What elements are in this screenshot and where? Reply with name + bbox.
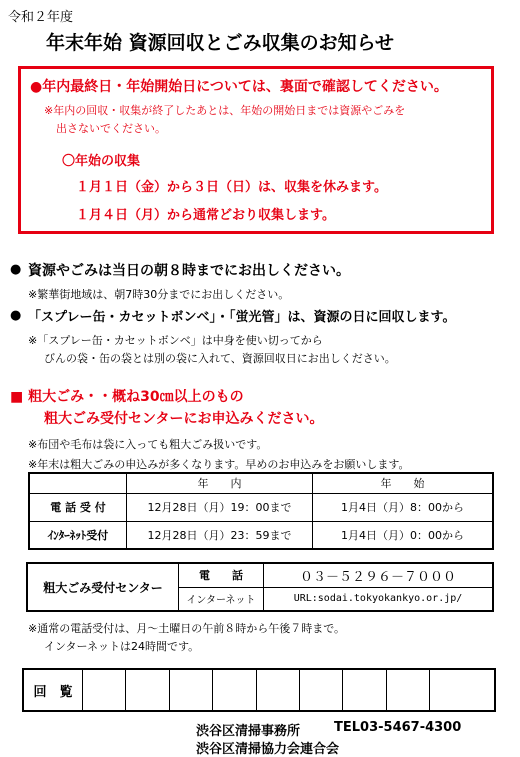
footer-office: 渋谷区清掃事務所 (196, 724, 301, 739)
hours-line2: インターネットは24時間です。 (44, 640, 200, 653)
footer-association: 渋谷区清掃協力会連合会 (196, 742, 340, 757)
hours-line1: ※通常の電話受付は、月～土曜日の午前８時から午後７時まで。 (28, 622, 345, 635)
new-year-line2: １月４日（月）から通常どおり収集します。 (76, 208, 335, 223)
col-year-end: 年 内 (127, 473, 313, 493)
notice-note-line2: 出さないでください。 (56, 122, 166, 135)
rule2-note2: びんの袋・缶の袋とは別の袋に入れて、資源回収日にお出しください。 (44, 352, 396, 365)
center-name: 粗大ごみ受付センター (27, 563, 179, 611)
era-label: 令和２年度 (8, 10, 74, 25)
phone-number: ０３－５２９６－７０００ (264, 563, 494, 587)
bullet-icon: ● (10, 308, 22, 323)
bulky-heading2: 粗大ごみ受付センターにお申込みください。 (44, 411, 324, 427)
bulky-heading1: ■ 粗大ごみ・・概ね30㎝以上のもの (10, 389, 244, 405)
center-table (26, 562, 494, 612)
rule2: 「スプレー缶・カセットボンベ」・「蛍光管」は、資源の日に回収します。 (28, 310, 456, 325)
footer-tel: TEL03-5467-4300 (334, 720, 462, 735)
circulation-label: 回 覧 (23, 669, 83, 711)
center-url[interactable]: URL:sodai.tokyokankyo.or.jp/ (264, 587, 494, 611)
internet-label: インターネット (179, 587, 264, 611)
notice-headline: ●年内最終日・年始開始日については、裏面で確認してください。 (30, 79, 448, 95)
col-new-year: 年 始 (313, 473, 494, 493)
table-row: 電 話 受 付 12月28日（月）19：00まで 1月4日（月）8：00から (29, 493, 493, 521)
rule1-note: ※繁華街地域は、朝7時30分までにお出しください。 (28, 288, 290, 301)
circulation-table (22, 668, 496, 712)
bulky-note2: ※年末は粗大ごみの申込みが多くなります。早めのお申込みをお願いします。 (28, 458, 410, 471)
rule2-note1: ※「スプレー缶・カセットボンベ」は中身を使い切ってから (28, 334, 323, 347)
notice-note-line1: ※年内の回収・収集が終了したあとは、年始の開始日までは資源やごみを (44, 104, 406, 117)
bullet-icon: ● (10, 262, 22, 277)
rule1: 資源やごみは当日の朝８時までにお出しください。 (28, 263, 350, 279)
phone-label: 電 話 (179, 563, 264, 587)
new-year-heading: 〇年始の収集 (62, 154, 141, 169)
page-title: 年末年始 資源回収とごみ収集のお知らせ (46, 32, 395, 54)
bulky-schedule-table (28, 472, 494, 550)
bulky-note1: ※布団や毛布は袋に入っても粗大ごみ扱いです。 (28, 438, 268, 451)
table-row: ｲﾝﾀｰﾈｯﾄ受付 12月28日（月）23：59まで 1月4日（月）0：00から (29, 521, 493, 549)
new-year-line1: １月１日（金）から３日（日）は、収集を休みます。 (76, 180, 387, 195)
